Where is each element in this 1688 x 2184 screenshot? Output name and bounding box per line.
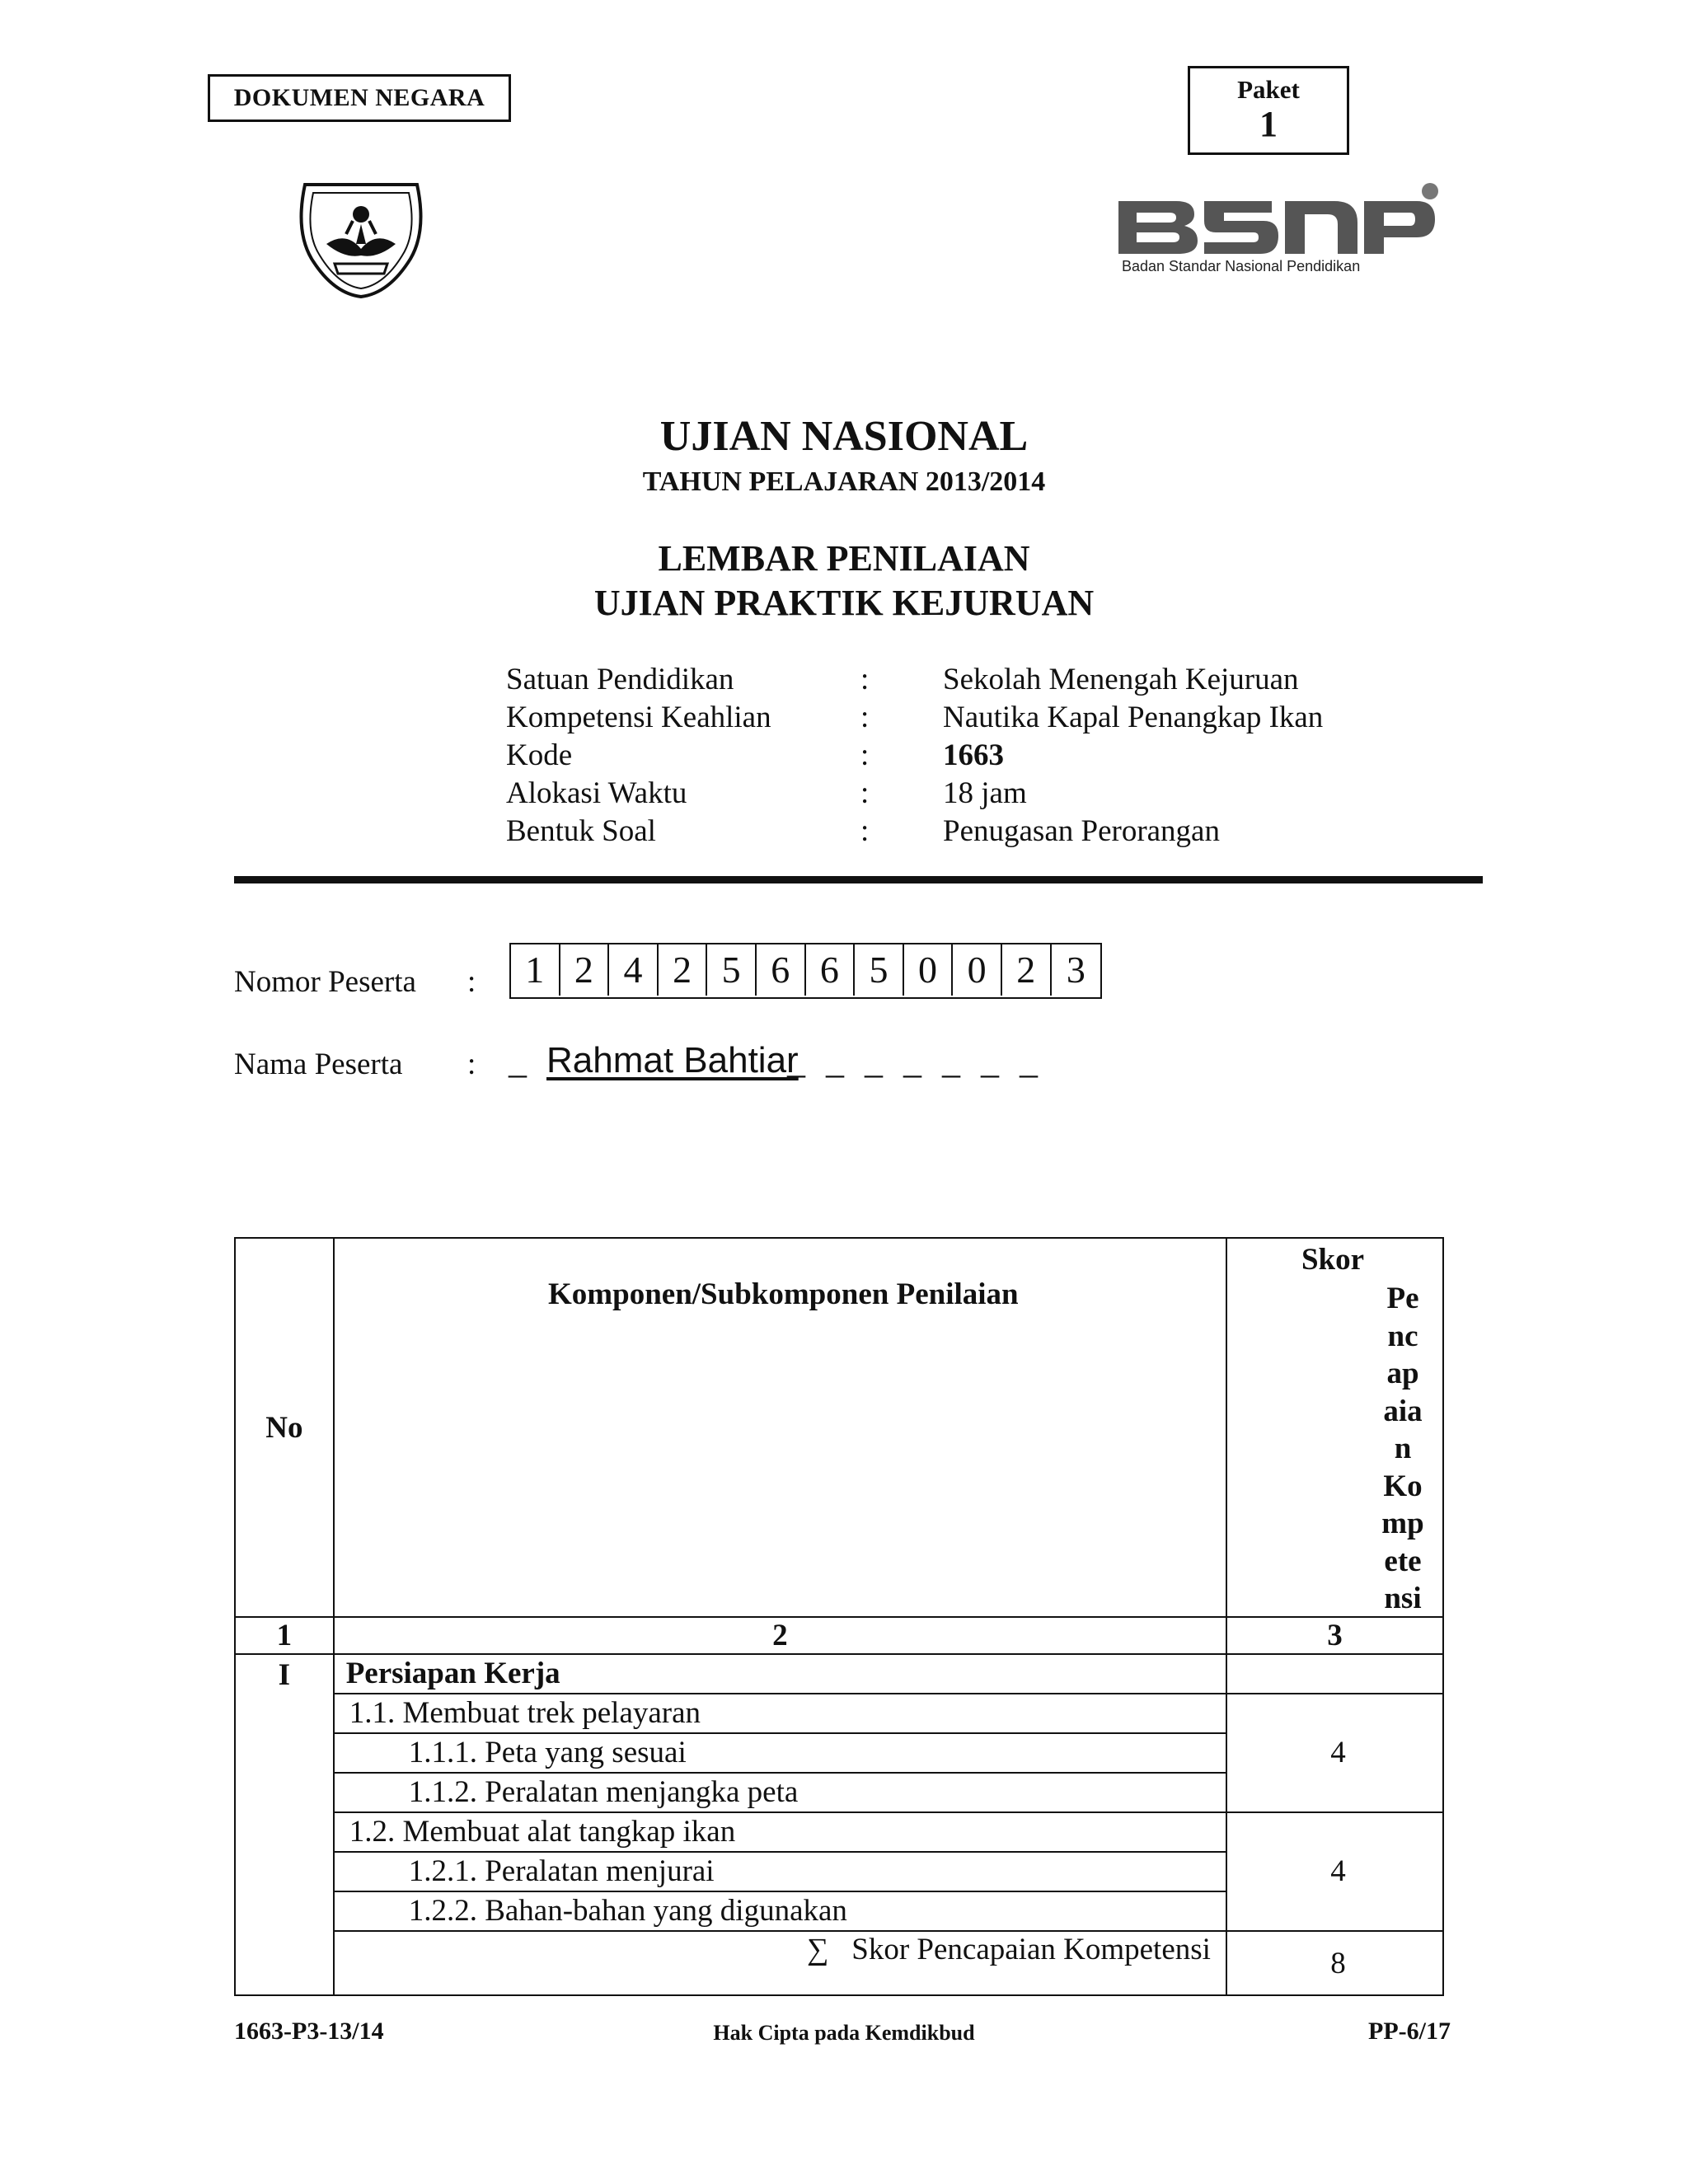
- group-score: 4: [1226, 1812, 1443, 1931]
- header-skor-fragment: Pe: [1386, 1282, 1419, 1315]
- info-value: Penugasan Perorangan: [943, 814, 1220, 848]
- info-row: [506, 813, 1323, 851]
- info-colon: :: [860, 701, 870, 734]
- table-row: [235, 1694, 1443, 1733]
- info-row: [506, 775, 1323, 813]
- column-index-row: [235, 1617, 1443, 1654]
- nomor-digit: 4: [609, 944, 659, 996]
- nomor-digit: 5: [855, 944, 904, 996]
- table-row: [235, 1812, 1443, 1852]
- section-row: [235, 1654, 1443, 1694]
- nomor-digit: 6: [806, 944, 856, 996]
- nomor-peserta-colon: :: [467, 965, 476, 999]
- nomor-digit: 5: [707, 944, 757, 996]
- info-row: [506, 737, 1323, 775]
- nomor-digit: 2: [560, 944, 610, 996]
- footer-code: 1663-P3-13/14: [234, 2018, 384, 2045]
- info-key: Kompetensi Keahlian: [506, 701, 771, 734]
- header-skor-fragment: n: [1394, 1432, 1412, 1465]
- header-skor-wrapped: [1380, 1280, 1426, 1618]
- header-skor-fragment: Ko: [1383, 1469, 1423, 1503]
- paket-label: Paket: [1237, 75, 1300, 104]
- title-ujian-praktik: UJIAN PRAKTIK KEJURUAN: [593, 583, 1095, 623]
- scoring-table: [234, 1237, 1444, 1996]
- exam-info: [506, 661, 1323, 851]
- header-skor: [1226, 1238, 1443, 1617]
- nama-peserta-value: Rahmat Bahtiar: [546, 1040, 799, 1080]
- sum-value: 8: [1226, 1931, 1443, 1995]
- nama-peserta-label: Nama Peserta: [234, 1047, 403, 1081]
- header-skor-fragment: nc: [1387, 1319, 1418, 1353]
- header-skor-fragment: ap: [1386, 1357, 1419, 1390]
- tut-wuri-handayani-emblem-icon: [288, 173, 434, 300]
- sum-label-cell: [334, 1931, 1226, 1995]
- header-skor-fragment: ete: [1384, 1544, 1422, 1578]
- info-colon: :: [860, 663, 870, 696]
- column-index: 2: [334, 1617, 1226, 1654]
- nomor-digit: 2: [1002, 944, 1052, 996]
- header-skor-fragment: nsi: [1384, 1582, 1422, 1615]
- info-colon: :: [860, 814, 870, 848]
- group-item: 1.2.1. Peralatan menjurai: [334, 1852, 1226, 1891]
- nomor-digit: 6: [757, 944, 806, 996]
- section-number: I: [235, 1654, 334, 1995]
- info-key: Alokasi Waktu: [506, 776, 687, 810]
- info-value: 1663: [943, 738, 1004, 772]
- sum-symbol: ∑: [807, 1933, 829, 1966]
- column-index: 3: [1226, 1617, 1443, 1654]
- info-key: Kode: [506, 738, 573, 772]
- group-item: 1.1.2. Peralatan menjangka peta: [334, 1773, 1226, 1812]
- nomor-digit: 0: [953, 944, 1002, 996]
- nomor-digit: 2: [659, 944, 708, 996]
- info-row: [506, 661, 1323, 699]
- info-row: [506, 699, 1323, 737]
- info-key: Bentuk Soal: [506, 814, 656, 848]
- info-key: Satuan Pendidikan: [506, 663, 734, 696]
- title-tahun-pelajaran: TAHUN PELAJARAN 2013/2014: [642, 466, 1046, 497]
- column-index: 1: [235, 1617, 334, 1654]
- sum-row: [235, 1931, 1443, 1995]
- nomor-digit: 0: [904, 944, 954, 996]
- header-skor-fragment: mp: [1381, 1507, 1424, 1540]
- info-value: 18 jam: [943, 776, 1027, 810]
- divider-rule: [234, 876, 1483, 883]
- section-score-empty: [1226, 1654, 1443, 1694]
- paket-number: 1: [1259, 104, 1278, 144]
- group-title: 1.2. Membuat alat tangkap ikan: [334, 1812, 1226, 1852]
- title-ujian-nasional: UJIAN NASIONAL: [659, 413, 1029, 460]
- group-item: 1.1.1. Peta yang sesuai: [334, 1733, 1226, 1773]
- info-colon: :: [860, 738, 870, 772]
- bsnp-tagline: Badan Standar Nasional Pendidikan: [1122, 258, 1361, 274]
- footer-copyright: Hak Cipta pada Kemdikbud: [713, 2021, 975, 2045]
- sum-label: Skor Pencapaian Kompetensi: [851, 1933, 1211, 1966]
- nomor-peserta-boxes: [509, 943, 1102, 999]
- header-no: No: [235, 1238, 334, 1617]
- nomor-digit: 3: [1066, 949, 1085, 991]
- group-score: 4: [1226, 1694, 1443, 1812]
- table-header-row: [235, 1238, 1443, 1617]
- nama-peserta-colon: :: [467, 1047, 476, 1081]
- info-value: Sekolah Menengah Kejuruan: [943, 663, 1299, 696]
- header-komponen: Komponen/Subkomponen Penilaian: [334, 1238, 1226, 1617]
- group-item: 1.2.2. Bahan-bahan yang digunakan: [334, 1891, 1226, 1931]
- info-colon: :: [860, 776, 870, 810]
- info-value: Nautika Kapal Penangkap Ikan: [943, 701, 1324, 734]
- dokumen-negara-label: DOKUMEN NEGARA: [208, 74, 511, 122]
- title-lembar-penilaian: LEMBAR PENILAIAN: [658, 538, 1030, 579]
- section-title: Persiapan Kerja: [334, 1654, 1226, 1694]
- nomor-digit: 1: [511, 944, 560, 996]
- nomor-peserta-label: Nomor Peserta: [234, 965, 416, 999]
- paket-box: [1188, 66, 1349, 155]
- header-skor-fragment: aia: [1383, 1394, 1423, 1428]
- group-title: 1.1. Membuat trek pelayaran: [334, 1694, 1226, 1733]
- nama-lead-blank: _: [509, 1041, 532, 1081]
- nama-trail-blank: _ _ _ _ _ _ _: [787, 1041, 1043, 1081]
- header-skor-label: Skor: [1301, 1243, 1365, 1277]
- footer-page: PP-6/17: [1368, 2018, 1451, 2045]
